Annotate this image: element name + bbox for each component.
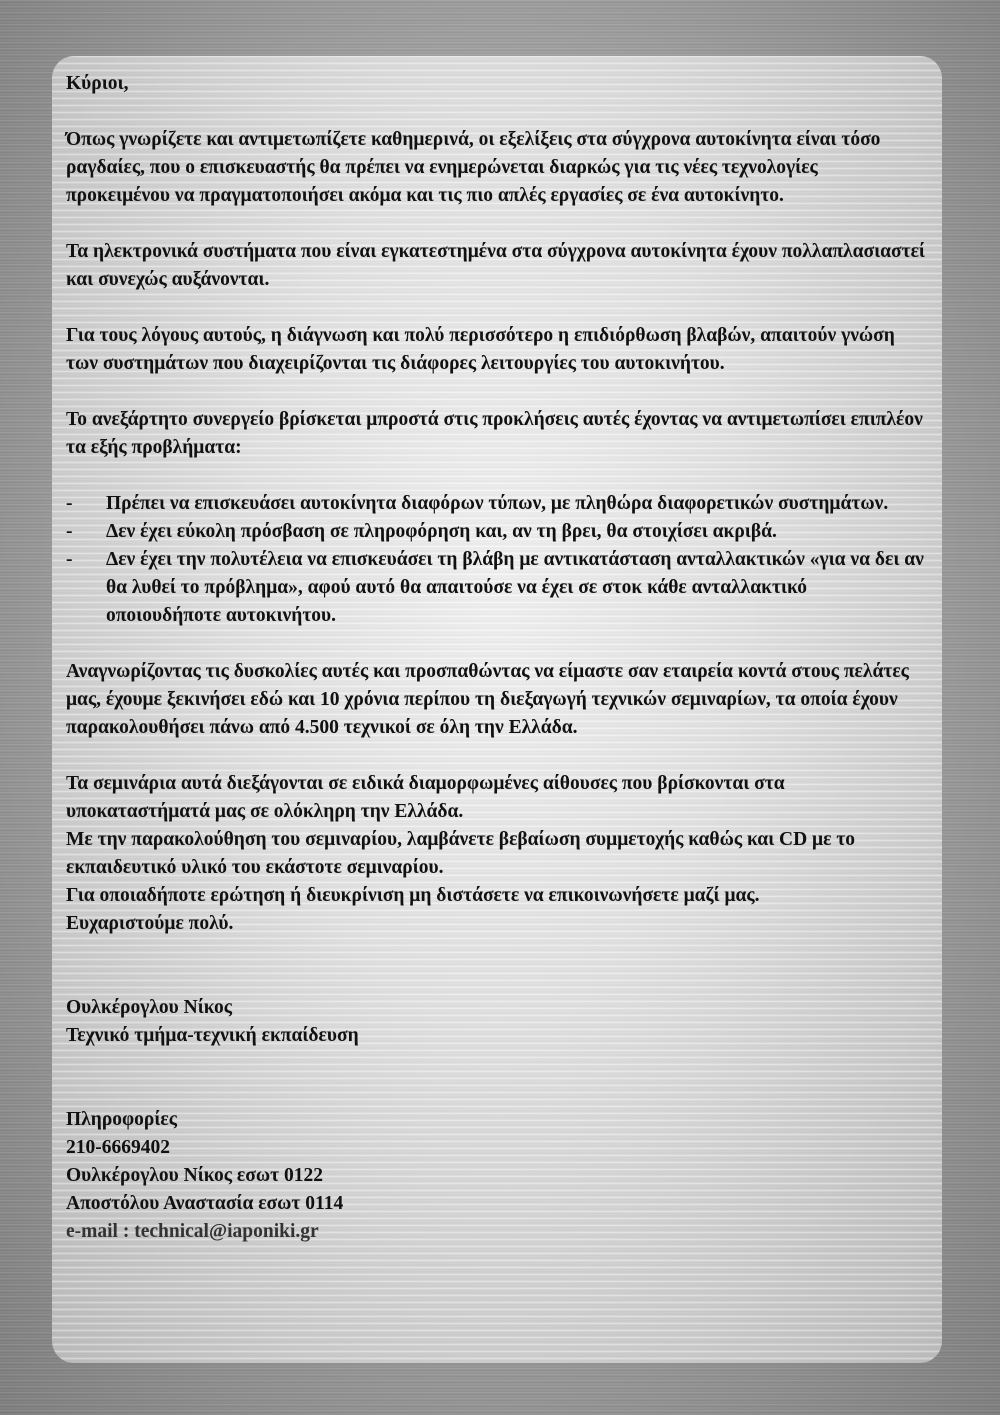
list-item-text: Δεν έχει την πολυτέλεια να επισκευάσει τη βλάβη με αντικατάσταση ανταλλακτικών «για να δει αν θα λυθεί το πρόβλημα», αφού αυτό θα απαιτούσε να έχει σε στοκ κάθε ανταλλακτικό οποιουδήποτε αυτοκινήτου. xyxy=(106,549,924,626)
closing-line-contact: Για οποιαδήποτε ερώτηση ή διευκρίνιση μη διστάσετε να επικοινωνήσετε μαζί μας. xyxy=(66,885,760,906)
closing-line-certificate: Με την παρακολούθηση του σεμιναρίου, λαμβάνετε βεβαίωση συμμετοχής καθώς και CD με το εκπαιδευτικό υλικό του εκάστοτε σεμιναρίου. xyxy=(66,829,856,878)
paragraph-intro: Όπως γνωρίζετε και αντιμετωπίζετε καθημερινά, οι εξελίξεις στα σύγχρονα αυτοκίνητα είναι τόσο ραγδαίες, που ο επισκευαστής θα πρέπει να ενημερώνεται διαρκώς για τις νέες τεχνολογίες προκειμένου να πραγματοποιήσει ακόμα και τις πιο απλές εργασίες σε ένα αυτοκίνητο. xyxy=(66,129,881,206)
contact-person-2: Αποστόλου Αναστασία εσωτ 0114 xyxy=(66,1193,344,1214)
issues-list xyxy=(66,490,926,630)
paragraph-electronics: Τα ηλεκτρονικά συστήματα που είναι εγκατεστημένα στα σύγχρονα αυτοκίνητα έχουν πολλαπλασιαστεί και συνεχώς αυξάνονται. xyxy=(66,241,925,290)
salutation: Κύριοι, xyxy=(66,73,129,94)
contact-heading: Πληροφορίες xyxy=(66,1109,177,1130)
list-item xyxy=(66,518,926,546)
list-item-text: Πρέπει να επισκευάσει αυτοκίνητα διαφόρων τύπων, με πληθώρα διαφορετικών συστημάτων. xyxy=(106,493,889,514)
paragraph-diagnosis: Για τους λόγους αυτούς, η διάγνωση και πολύ περισσότερο η επιδιόρθωση βλαβών, απαιτούν γνώση των συστημάτων που διαχειρίζονται τις διάφορες λειτουργίες του αυτοκινήτου. xyxy=(66,325,895,374)
list-item xyxy=(66,490,926,518)
closing-line-rooms: Τα σεμινάρια αυτά διεξάγονται σε ειδικά διαμορφωμένες αίθουσες που βρίσκονται στα υποκαταστήματά μας σε ολόκληρη την Ελλάδα. xyxy=(66,773,785,822)
signature-role: Τεχνικό τμήμα-τεχνική εκπαίδευση xyxy=(66,1025,359,1046)
contact-phone: 210-6669402 xyxy=(66,1137,170,1158)
list-item xyxy=(66,546,926,630)
paragraph-challenges: Το ανεξάρτητο συνεργείο βρίσκεται μπροστά στις προκλήσεις αυτές έχοντας να αντιμετωπίσει επιπλέον τα εξής προβλήματα: xyxy=(66,409,923,458)
list-dash: - xyxy=(66,549,73,570)
letter-panel xyxy=(52,56,942,1363)
letter-body xyxy=(66,70,926,1246)
paragraph-seminars: Αναγνωρίζοντας τις δυσκολίες αυτές και προσπαθώντας να είμαστε σαν εταιρεία κοντά στους πελάτες μας, έχουμε ξεκινήσει εδώ και 10 χρόνια περίπου τη διεξαγωγή τεχνικών σεμιναρίων, τα οποία έχουν παρακολουθήσει πάνω από 4.500 τεχνικοί σε όλη την Ελλάδα. xyxy=(66,661,909,738)
list-dash: - xyxy=(66,493,73,514)
closing-line-thanks: Ευχαριστούμε πολύ. xyxy=(66,913,234,934)
list-dash: - xyxy=(66,521,73,542)
contact-email: e-mail : technical@iaponiki.gr xyxy=(66,1221,319,1242)
list-item-text: Δεν έχει εύκολη πρόσβαση σε πληροφόρηση και, αν τη βρει, θα στοιχίσει ακριβά. xyxy=(106,521,777,542)
signature-name: Ουλκέρογλου Νίκος xyxy=(66,997,233,1018)
contact-person-1: Ουλκέρογλου Νίκος εσωτ 0122 xyxy=(66,1165,323,1186)
